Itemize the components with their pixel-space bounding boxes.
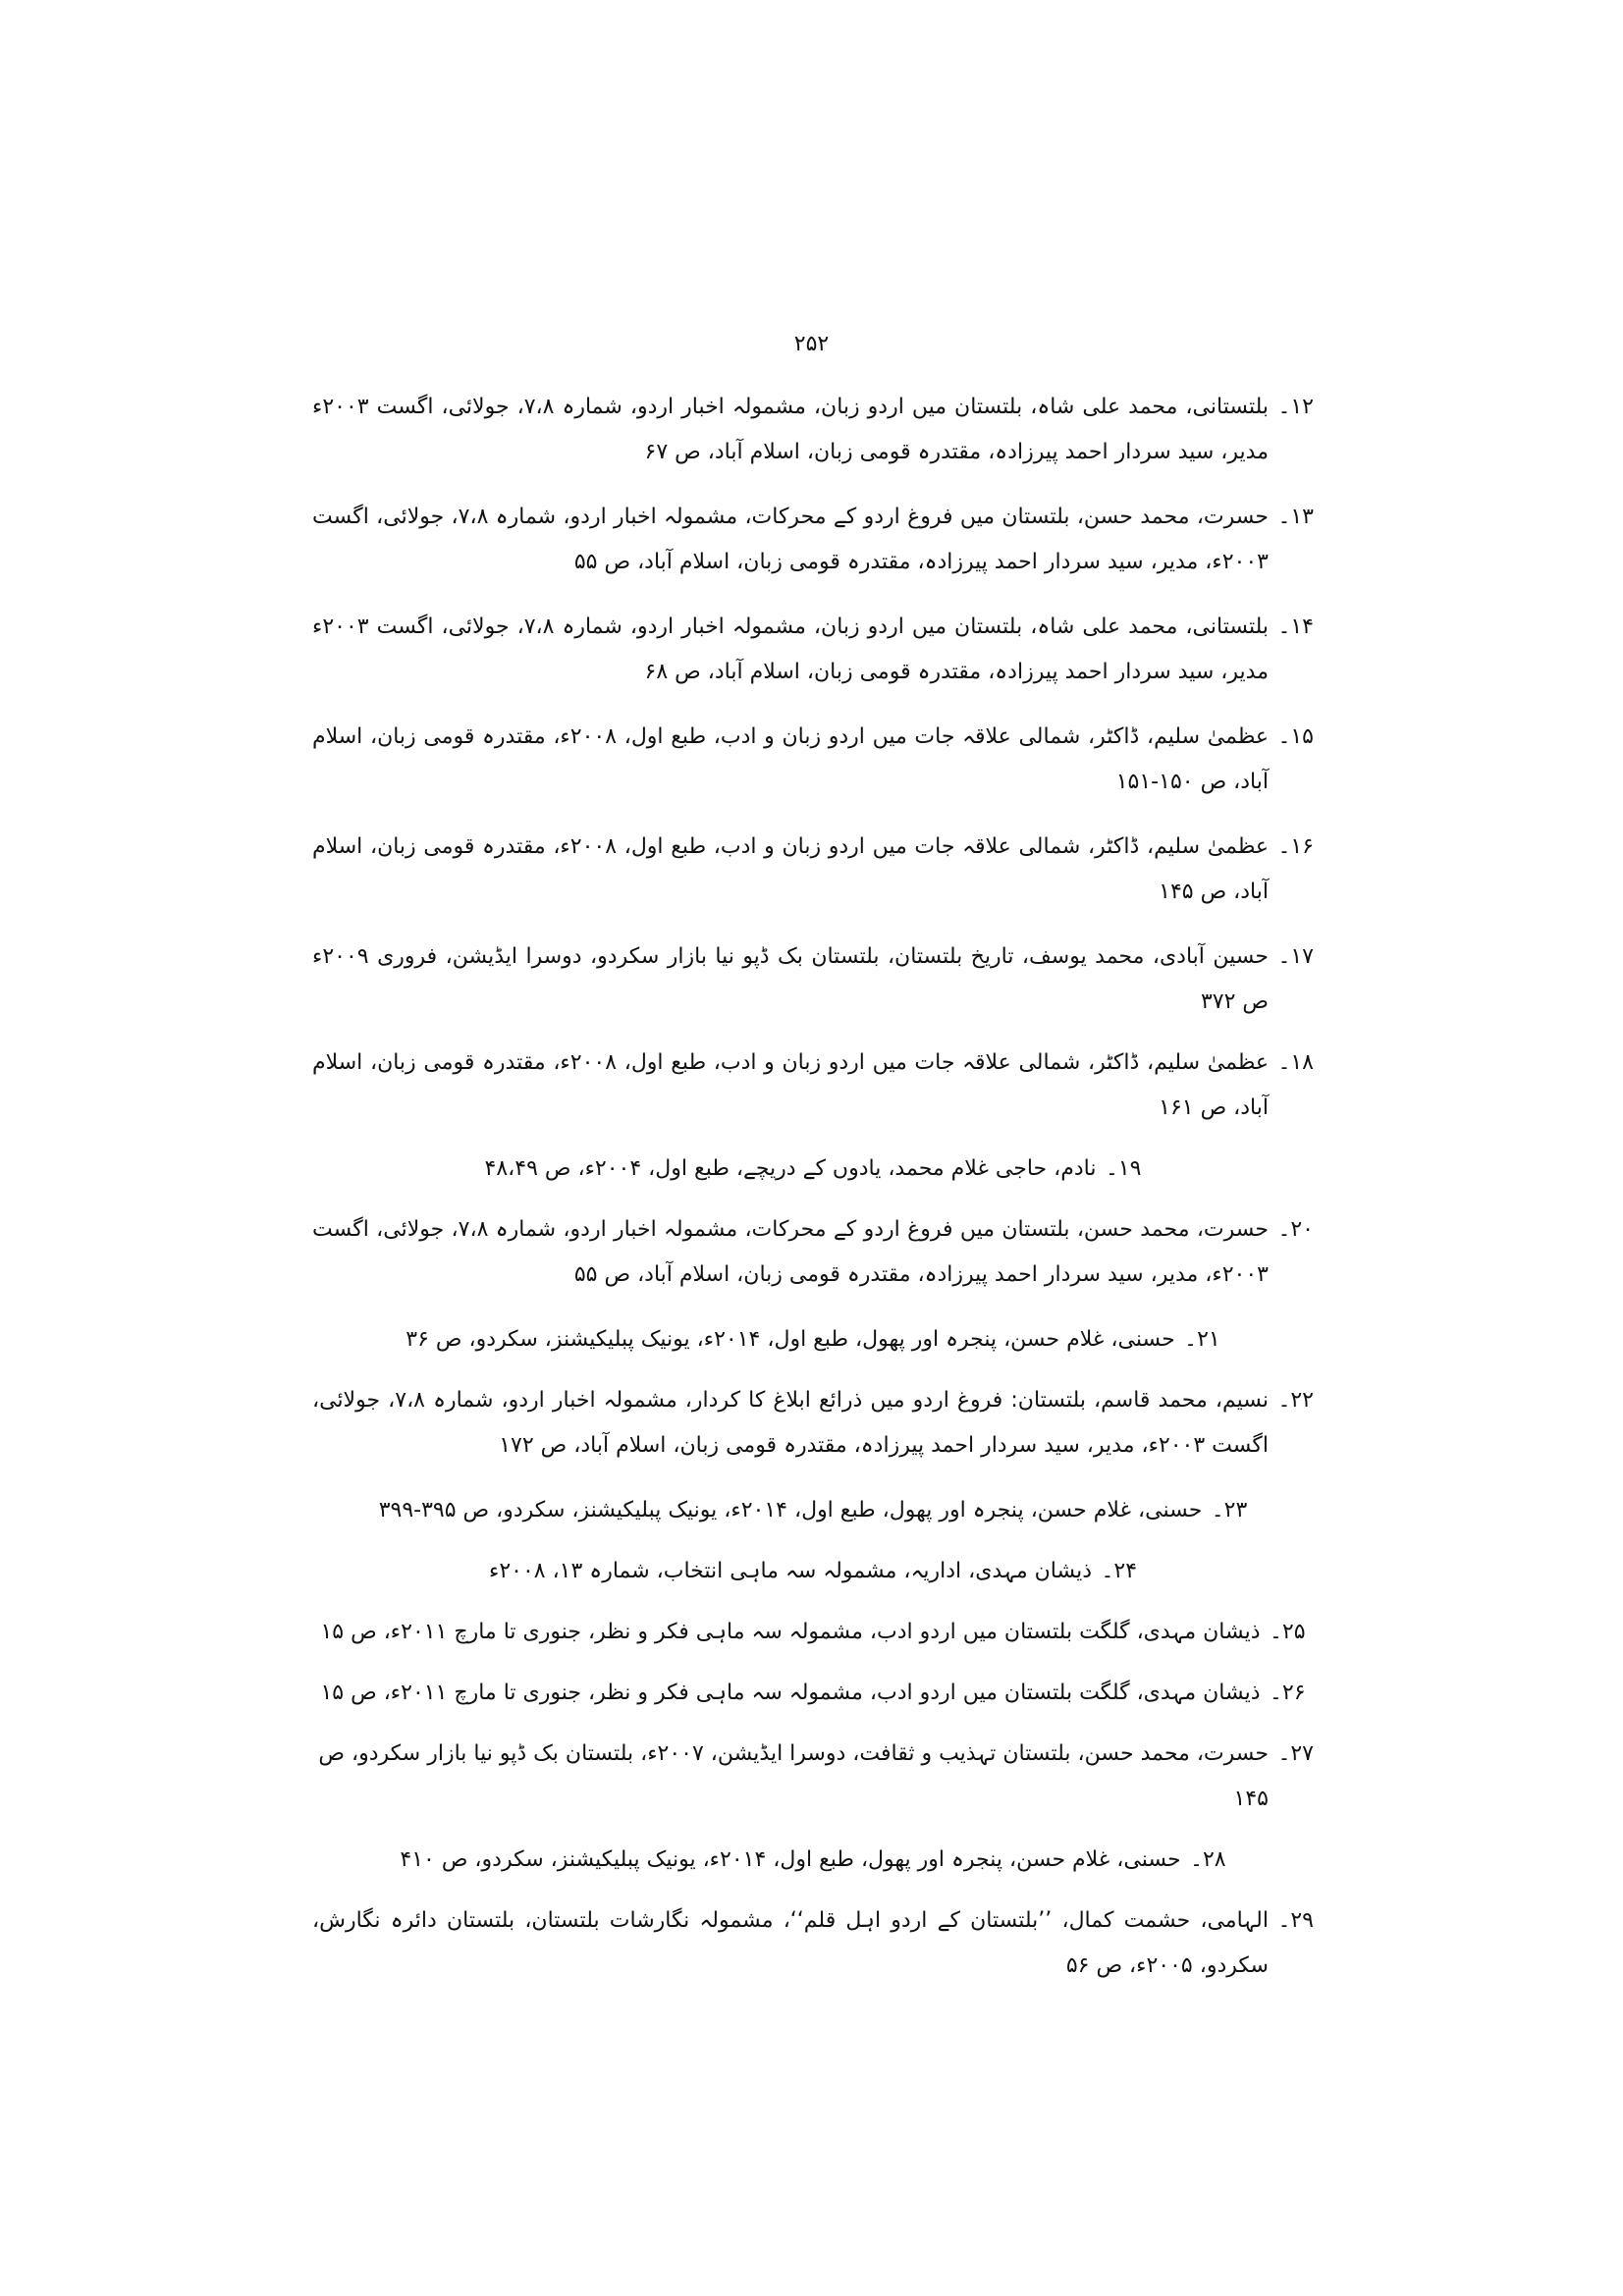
endnote-number: ۱۹۔ bbox=[1105, 1156, 1142, 1181]
endnote-number: ۱۷۔ bbox=[1277, 944, 1314, 969]
endnote-text: حسنی، غلام حسن، پنجرہ اور پھول، طبع اول، ۲۰۱۴ء، یونیک پبلیکیشنز، سکردو، ص ۴۱۰ bbox=[400, 1847, 1181, 1872]
endnote-item bbox=[312, 1378, 1314, 1468]
endnotes-list bbox=[312, 385, 1314, 2008]
endnote-item bbox=[312, 1207, 1314, 1298]
endnote-number: ۱۲۔ bbox=[1277, 395, 1314, 419]
endnote-item bbox=[312, 934, 1314, 1025]
endnote-item bbox=[312, 1488, 1314, 1533]
endnote-item bbox=[312, 1838, 1314, 1883]
endnote-item bbox=[312, 605, 1314, 695]
endnote-item bbox=[312, 495, 1314, 585]
endnote-item bbox=[312, 1317, 1314, 1362]
endnote-item bbox=[312, 1610, 1314, 1655]
endnote-text: بلتستانی، محمد علی شاہ، بلتستان میں اردو زبان، مشمولہ اخبار اردو، شمارہ ۷،۸، جولائی، اگست ۲۰۰۳ء مدیر، سید سردار احمد پیرزادہ، مقتدرہ قومی زبان، اسلام آباد، ص ۶۷ bbox=[312, 395, 1269, 464]
endnote-text: نسیم، محمد قاسم، بلتستان: فروغ اردو میں ذرائع ابلاغ کا کردار، مشمولہ اخبار اردو، شمارہ ۷،۸، جولائی، اگست ۲۰۰۳ء، مدیر، سید سردار احمد پیرزادہ، مقتدرہ قومی زبان، اسلام آباد، ص ۱۷۲ bbox=[312, 1388, 1269, 1458]
endnote-item bbox=[312, 385, 1314, 475]
endnote-number: ۲۸۔ bbox=[1190, 1847, 1226, 1872]
endnote-number: ۱۵۔ bbox=[1277, 724, 1314, 749]
endnote-text: ذیشان مہدی، اداریہ، مشمولہ سہ ماہی انتخاب، شمارہ ۱۳، ۲۰۰۸ء bbox=[488, 1559, 1093, 1583]
endnote-item bbox=[312, 1898, 1314, 1989]
endnote-text: حسرت، محمد حسن، بلتستان تہذیب و ثقافت، دوسرا ایڈیشن، ۲۰۰۷ء، بلتستان بک ڈپو نیا بازار سکردو، ص ۱۴۵ bbox=[318, 1741, 1269, 1811]
endnote-item bbox=[312, 1549, 1314, 1594]
endnote-text: حسرت، محمد حسن، بلتستان میں فروغ اردو کے محرکات، مشمولہ اخبار اردو، شمارہ ۷،۸، جولائی، اگست ۲۰۰۳ء، مدیر، سید سردار احمد پیرزادہ، مقتدرہ قومی زبان، اسلام آباد، ص ۵۵ bbox=[312, 505, 1269, 574]
endnote-number: ۲۲۔ bbox=[1277, 1388, 1314, 1413]
endnote-text: حسنی، غلام حسن، پنجرہ اور پھول، طبع اول، ۲۰۱۴ء، یونیک پبلیکیشنز، سکردو، ص ۳۶ bbox=[406, 1327, 1175, 1352]
endnote-item bbox=[312, 825, 1314, 915]
endnote-item bbox=[312, 715, 1314, 805]
endnote-number: ۱۴۔ bbox=[1277, 614, 1314, 639]
endnote-text: حسنی، غلام حسن، پنجرہ اور پھول، طبع اول، ۲۰۱۴ء، یونیک پبلیکیشنز، سکردو، ص ۳۹۵-۳۹۹ bbox=[378, 1498, 1203, 1522]
endnote-number: ۲۷۔ bbox=[1277, 1741, 1314, 1766]
endnote-number: ۲۴۔ bbox=[1101, 1559, 1138, 1583]
endnote-text: بلتستانی، محمد علی شاہ، بلتستان میں اردو زبان، مشمولہ اخبار اردو، شمارہ ۷،۸، جولائی، اگست ۲۰۰۳ء مدیر، سید سردار احمد پیرزادہ، مقتدرہ قومی زبان، اسلام آباد، ص ۶۸ bbox=[312, 614, 1269, 684]
endnote-text: حسرت، محمد حسن، بلتستان میں فروغ اردو کے محرکات، مشمولہ اخبار اردو، شمارہ ۷،۸، جولائی، اگست ۲۰۰۳ء، مدیر، سید سردار احمد پیرزادہ، مقتدرہ قومی زبان، اسلام آباد، ص ۵۵ bbox=[312, 1217, 1269, 1287]
endnote-text: حسین آبادی، محمد یوسف، تاریخ بلتستان، بلتستان بک ڈپو نیا بازار سکردو، دوسرا ایڈیشن، فروری ۲۰۰۹ء ص ۳۷۲ bbox=[312, 944, 1269, 1014]
endnote-item bbox=[312, 1671, 1314, 1716]
endnote-item bbox=[312, 1732, 1314, 1822]
endnote-text: ذیشان مہدی، گلگت بلتستان میں اردو ادب، مشمولہ سہ ماہی فکر و نظر، جنوری تا مارچ ۲۰۱۱ء، ص ۱۵ bbox=[320, 1620, 1261, 1644]
endnote-text: عظمیٰ سلیم، ڈاکٹر، شمالی علاقہ جات میں اردو زبان و ادب، طبع اول، ۲۰۰۸ء، مقتدرہ قومی زبان، اسلام آباد، ص ۱۵۰-۱۵۱ bbox=[312, 724, 1269, 794]
endnote-number: ۲۶۔ bbox=[1270, 1681, 1306, 1705]
endnote-number: ۲۹۔ bbox=[1277, 1908, 1314, 1933]
endnote-text: نادم، حاجی غلام محمد، یادوں کے دریچے، طبع اول، ۲۰۰۴ء، ص ۴۸،۴۹ bbox=[484, 1156, 1097, 1181]
endnote-item bbox=[312, 1147, 1314, 1192]
endnote-number: ۲۵۔ bbox=[1270, 1620, 1306, 1644]
endnote-number: ۲۳۔ bbox=[1211, 1498, 1248, 1522]
endnote-number: ۲۰۔ bbox=[1277, 1217, 1314, 1242]
endnote-number: ۲۱۔ bbox=[1184, 1327, 1220, 1352]
endnote-text: الہامی، حشمت کمال، ’’بلتستان کے اردو اہل قلم‘‘، مشمولہ نگارشات بلتستان، بلتستان دائرہ نگارش، سکردو، ۲۰۰۵ء، ص ۵۶ bbox=[312, 1908, 1269, 1978]
endnote-number: ۱۳۔ bbox=[1277, 505, 1314, 529]
endnote-item bbox=[312, 1041, 1314, 1131]
endnote-text: ذیشان مہدی، گلگت بلتستان میں اردو ادب، مشمولہ سہ ماہی فکر و نظر، جنوری تا مارچ ۲۰۱۱ء، ص ۱۵ bbox=[320, 1681, 1261, 1705]
endnote-text: عظمیٰ سلیم، ڈاکٹر، شمالی علاقہ جات میں اردو زبان و ادب، طبع اول، ۲۰۰۸ء، مقتدرہ قومی زبان، اسلام آباد، ص ۱۶۱ bbox=[312, 1050, 1269, 1120]
endnote-number: ۱۶۔ bbox=[1277, 834, 1314, 859]
endnote-number: ۱۸۔ bbox=[1277, 1050, 1314, 1075]
endnote-text: عظمیٰ سلیم، ڈاکٹر، شمالی علاقہ جات میں اردو زبان و ادب، طبع اول، ۲۰۰۸ء، مقتدرہ قومی زبان، اسلام آباد، ص ۱۴۵ bbox=[312, 834, 1269, 904]
page-number: ۲۵۲ bbox=[793, 332, 830, 356]
